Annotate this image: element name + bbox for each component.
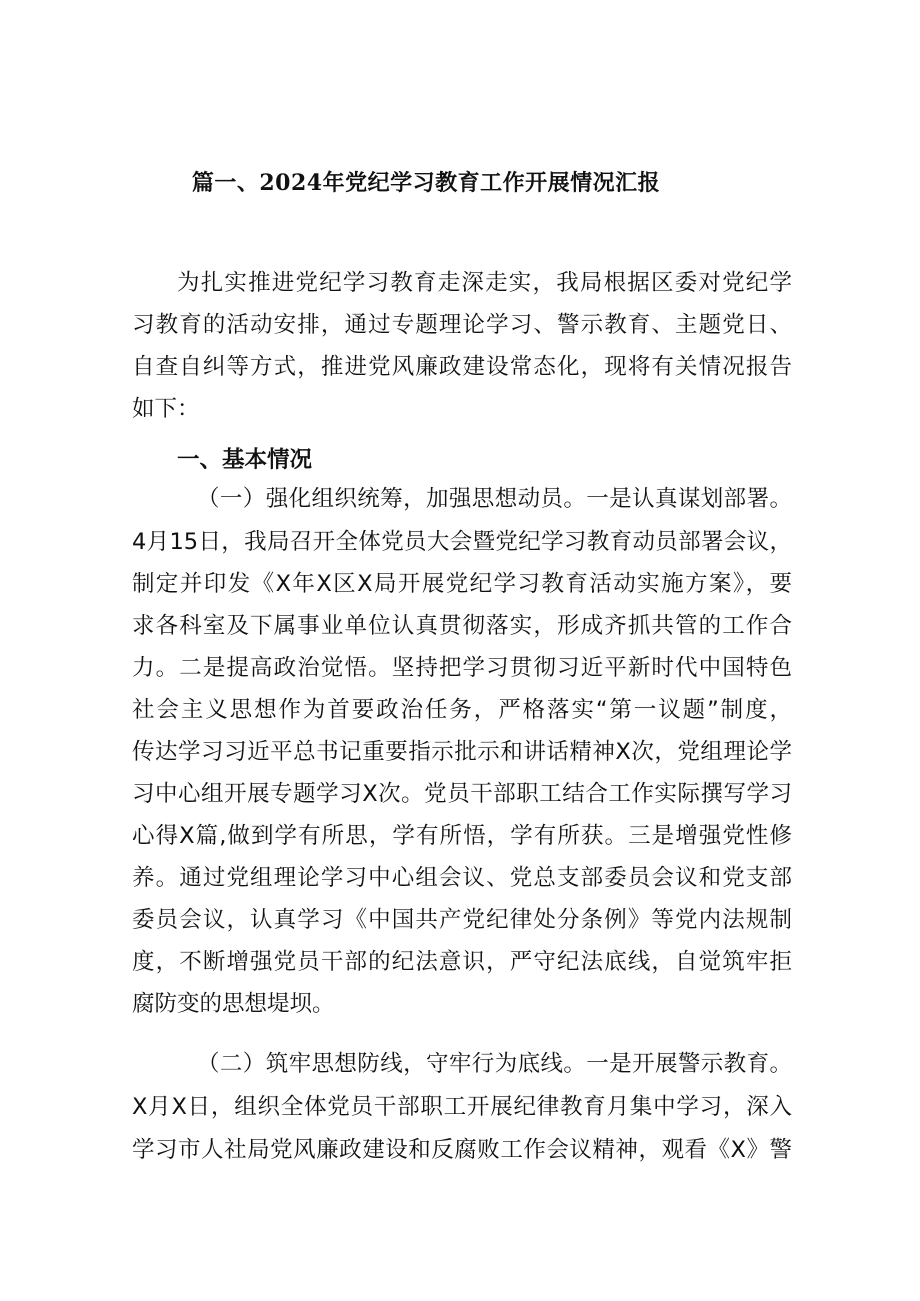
paragraph-line: 度，不断增强党员干部的纪法意识，严守纪法底线，自觉筑牢拒 (132, 949, 792, 975)
paragraph-line: 腐防变的思想堤坝。 (132, 991, 335, 1017)
paragraph-line: 传达学习习近平总书记重要指示批示和讲话精神X次，党组理论学 (132, 739, 792, 765)
paragraph-line: 习中心组开展专题学习X次。党员干部职工结合工作实际撰写学习 (132, 781, 792, 807)
intro-line: 如下： (132, 396, 200, 422)
document-title: 篇一、2024年党纪学习教育工作开展情况汇报 (191, 170, 661, 196)
paragraph-line: （二）筑牢思想防线，守牢行为底线。一是开展警示教育。 (197, 1051, 792, 1077)
intro-line: 习教育的活动安排，通过专题理论学习、警示教育、主题党日、 (132, 312, 792, 338)
paragraph-line: 学习市人社局党风廉政建设和反腐败工作会议精神，观看《X》警 (132, 1137, 792, 1163)
intro-line: 自查自纠等方式，推进党风廉政建设常态化，现将有关情况报告 (132, 354, 792, 380)
paragraph-line: （一）强化组织统筹，加强思想动员。一是认真谋划部署。 (197, 486, 792, 512)
paragraph-line: 养。通过党组理论学习中心组会议、党总支部委员会议和党支部 (132, 865, 792, 891)
section-heading: 一、基本情况 (177, 447, 313, 473)
intro-line: 为扎实推进党纪学习教育走深走实，我局根据区委对党纪学 (177, 270, 792, 296)
paragraph-line: 4月15日，我局召开全体党员大会暨党纪学习教育动员部署会议， (132, 529, 792, 555)
paragraph-line: 力。二是提高政治觉悟。坚持把学习贯彻习近平新时代中国特色 (132, 655, 792, 681)
paragraph-line: 心得X篇,做到学有所思，学有所悟，学有所获。三是增强党性修 (132, 823, 792, 849)
paragraph-line: 求各科室及下属事业单位认真贯彻落实，形成齐抓共管的工作合 (132, 613, 792, 639)
paragraph-line: 制定并印发《X年X区X局开展党纪学习教育活动实施方案》，要 (132, 571, 792, 597)
paragraph-line: X月X日，组织全体党员干部职工开展纪律教育月集中学习，深入 (132, 1094, 792, 1120)
paragraph-line: 社会主义思想作为首要政治任务，严格落实“第一议题”制度， (132, 697, 792, 723)
paragraph-line: 委员会议，认真学习《中国共产党纪律处分条例》等党内法规制 (132, 907, 792, 933)
